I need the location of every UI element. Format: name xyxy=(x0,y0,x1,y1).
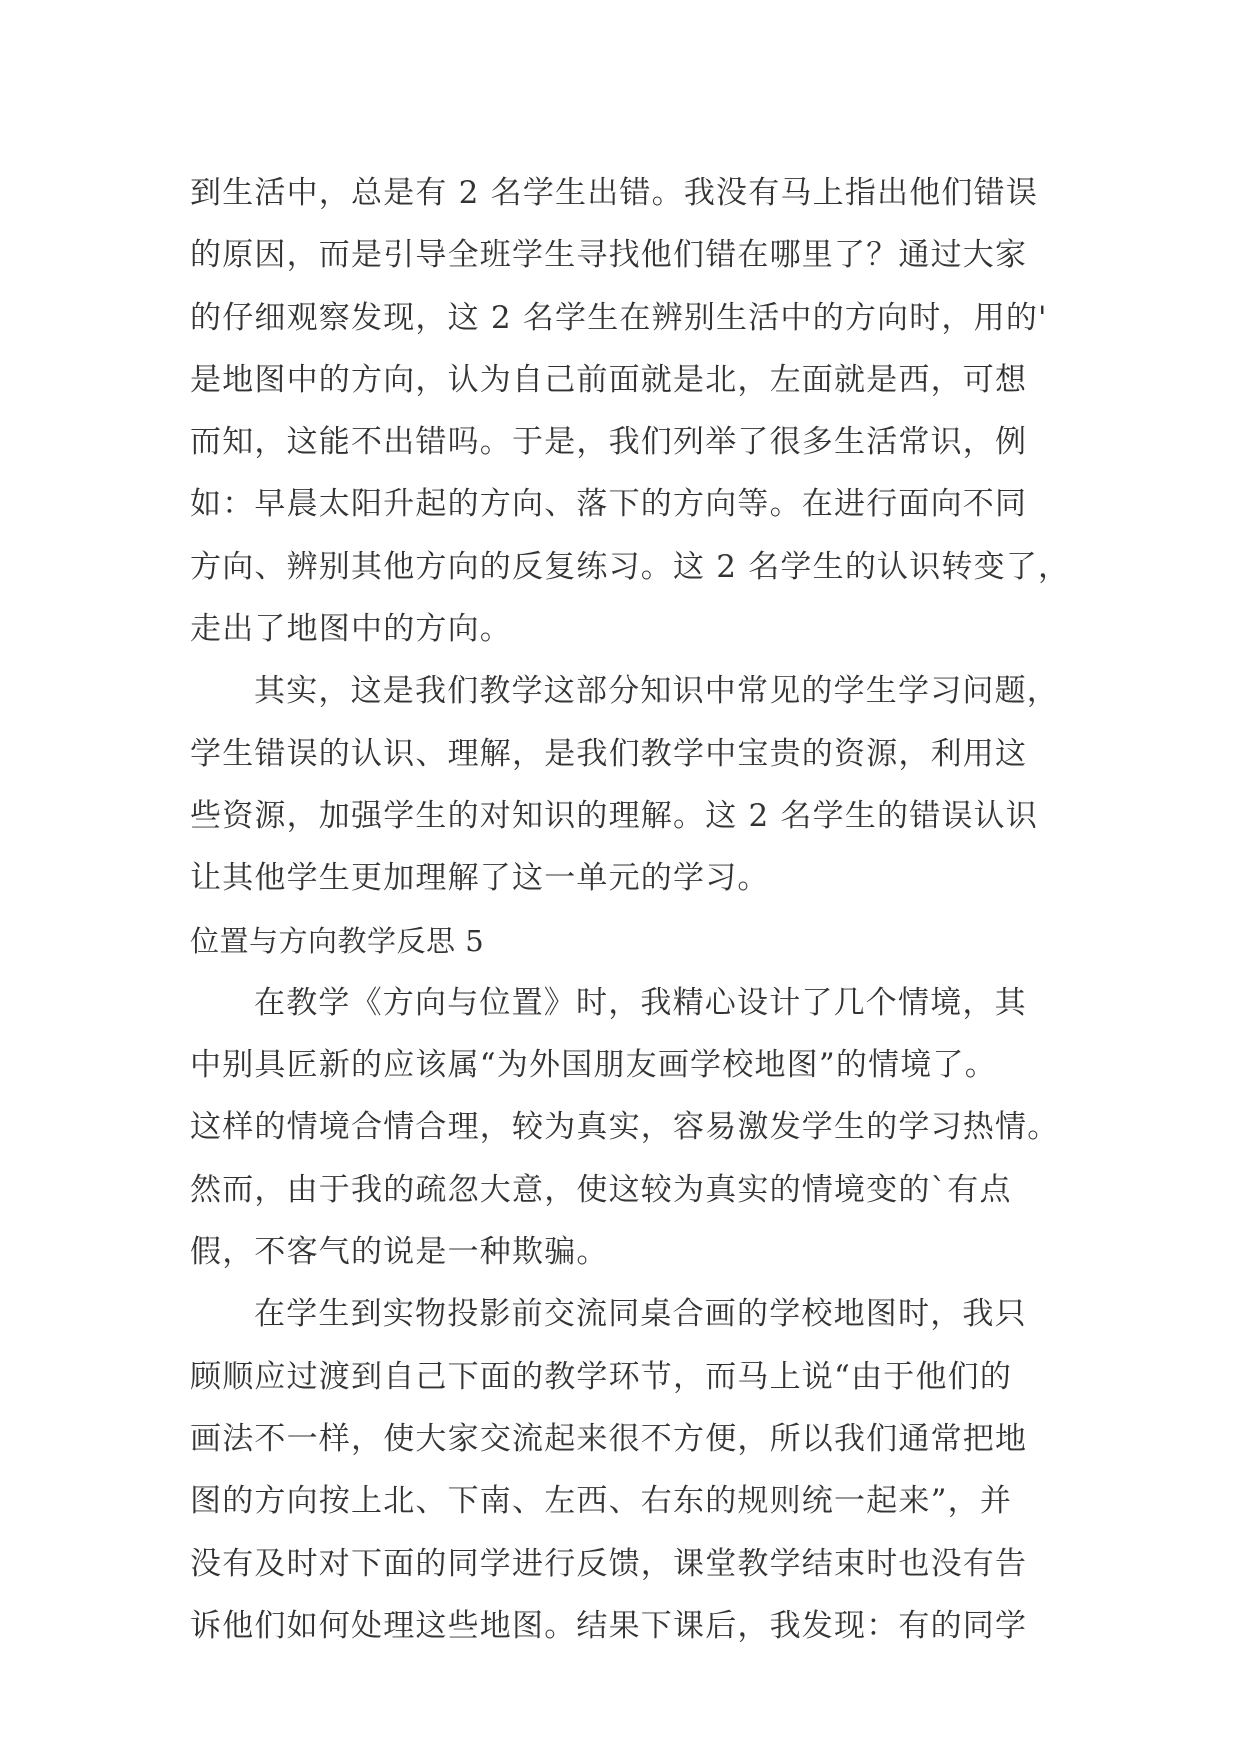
text-line: 顾顺应过渡到自己下面的教学环节，而马上说“由于他们的 xyxy=(190,1358,1013,1395)
text-line: 走出了地图中的方向。 xyxy=(190,611,512,648)
document-body xyxy=(190,162,1070,1657)
text-line: 这样的情境合情合理，较为真实，容易激发学生的学习热情。 xyxy=(190,1109,1060,1146)
paragraph-first-line: 在教学《方向与位置》时，我精心设计了几个情境，其 xyxy=(254,984,1027,1021)
text-line: 方向、辨别其他方向的反复练习。这 2 名学生的认识转变了， xyxy=(190,548,1071,585)
text-line: 到生活中，总是有 2 名学生出错。我没有马上指出他们错误 xyxy=(190,175,1039,211)
text-line: 假，不客气的说是一种欺骗。 xyxy=(190,1234,609,1271)
text-line: 的原因，而是引导全班学生寻找他们错在哪里了？通过大家 xyxy=(190,237,1028,274)
text-line: 些资源，加强学生的对知识的理解。这 2 名学生的错误认识 xyxy=(190,797,1039,834)
text-line: 画法不一样，使大家交流起来很不方便，所以我们通常把地 xyxy=(190,1420,1028,1457)
section-heading: 位置与方向教学反思 5 xyxy=(190,923,485,958)
text-line: 的仔细观察发现，这 2 名学生在辨别生活中的方向时，用的' xyxy=(190,299,1048,336)
text-line: 没有及时对下面的同学进行反馈，课堂教学结束时也没有告 xyxy=(190,1545,1028,1582)
text-line: 是地图中的方向，认为自己前面就是北，左面就是西，可想 xyxy=(190,361,1028,398)
text-line: 中别具匠新的应该属“为外国朋友画学校地图”的情境了。 xyxy=(190,1047,997,1084)
text-line: 图的方向按上北、下南、左西、右东的规则统一起来”，并 xyxy=(190,1483,1013,1520)
paragraph-first-line: 在学生到实物投影前交流同桌合画的学校地图时，我只 xyxy=(254,1296,1027,1333)
text-line: 如：早晨太阳升起的方向、落下的方向等。在进行面向不同 xyxy=(190,486,1028,523)
text-line: 然而，由于我的疏忽大意，使这较为真实的情境变的`有点 xyxy=(190,1171,1012,1208)
text-line: 让其他学生更加理解了这一单元的学习。 xyxy=(190,860,770,897)
text-line: 诉他们如何处理这些地图。结果下课后，我发现：有的同学 xyxy=(190,1607,1028,1644)
text-line: 而知，这能不出错吗。于是，我们列举了很多生活常识，例 xyxy=(190,424,1028,461)
paragraph-first-line: 其实，这是我们教学这部分知识中常见的学生学习问题， xyxy=(254,673,1059,710)
text-line: 学生错误的认识、理解，是我们教学中宝贵的资源，利用这 xyxy=(190,735,1028,772)
